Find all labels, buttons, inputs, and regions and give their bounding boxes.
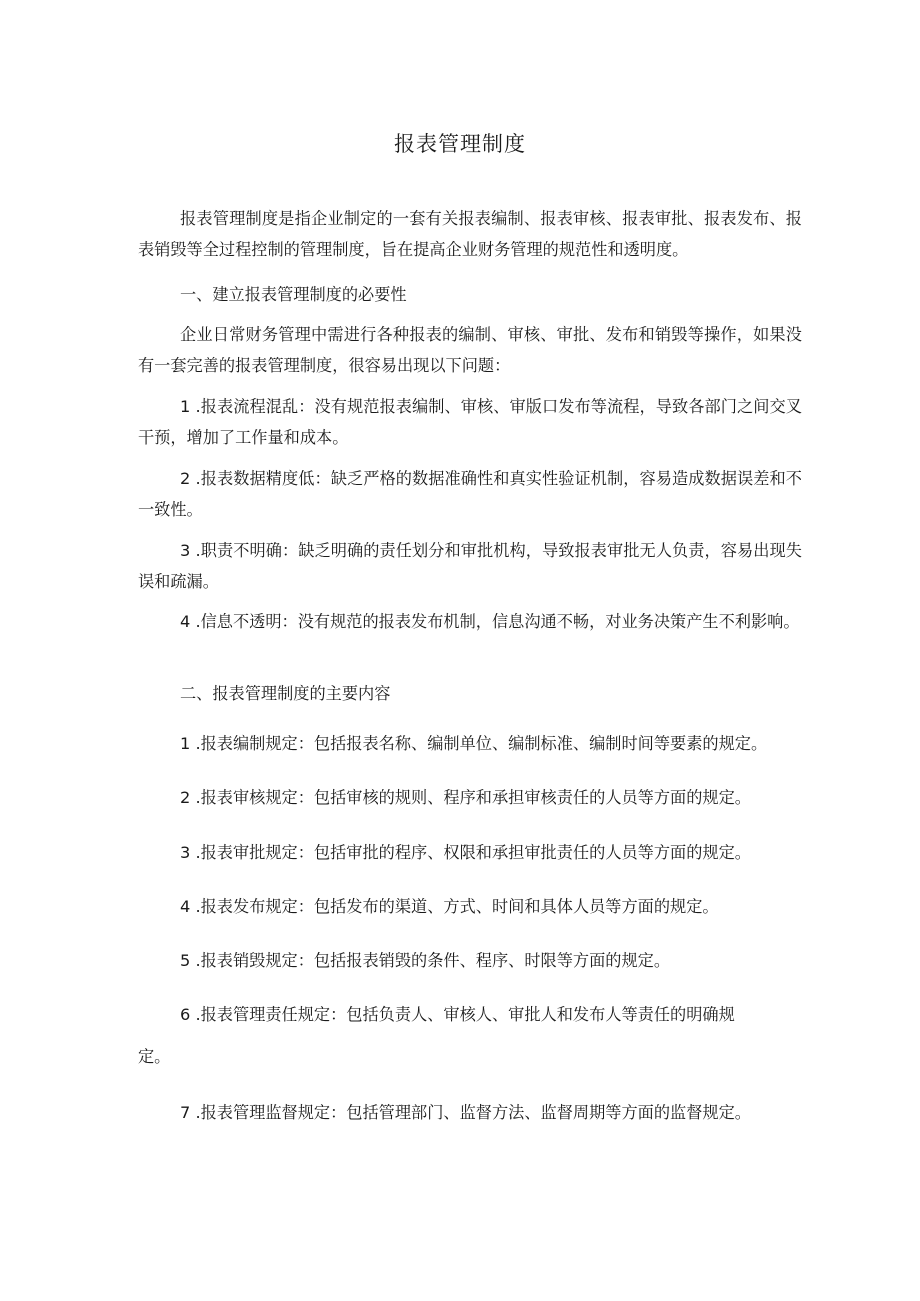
section1-item-4: 4 .信息不透明：没有规范的报表发布机制，信息沟通不畅，对业务决策产生不利影响。 — [180, 612, 800, 631]
section2-heading: 二、报表管理制度的主要内容 — [180, 684, 391, 703]
section2-item-5: 5 .报表销毁规定：包括报表销毁的条件、程序、时限等方面的规定。 — [180, 951, 671, 970]
section2-item-1: 1 .报表编制规定：包括报表名称、编制单位、编制标准、编制时间等要素的规定。 — [180, 734, 768, 753]
section2-item-3: 3 .报表审批规定：包括审批的程序、权限和承担审批责任的人员等方面的规定。 — [180, 843, 751, 862]
section2-item-2: 2 .报表审核规定：包括审核的规则、程序和承担审核责任的人员等方面的规定。 — [180, 788, 751, 807]
section2-item-7: 7 .报表管理监督规定：包括管理部门、监督方法、监督周期等方面的监督规定。 — [180, 1103, 751, 1122]
page-title: 报表管理制度 — [394, 132, 526, 156]
section1-body: 企业日常财务管理中需进行各种报表的编制、审核、审批、发布和销毁等操作，如果没有一套完善的报表管理制度，很容易出现以下问题： — [138, 325, 802, 375]
section2-item-6: 6 .报表管理责任规定：包括负责人、审核人、审批人和发布人等责任的明确规 — [180, 1005, 735, 1024]
section1-item-2: 2 .报表数据精度低：缺乏严格的数据准确性和真实性验证机制，容易造成数据误差和不一致性。 — [138, 469, 802, 519]
section2-item-4: 4 .报表发布规定：包括发布的渠道、方式、时间和具体人员等方面的规定。 — [180, 897, 719, 916]
section1-item-1: 1 .报表流程混乱：没有规范报表编制、审核、审版口发布等流程，导致各部门之间交叉干预，增加了工作量和成本。 — [138, 397, 802, 447]
section2-item-6-continuation: 定。 — [138, 1047, 171, 1066]
section1-heading: 一、建立报表管理制度的必要性 — [180, 285, 407, 304]
intro-paragraph: 报表管理制度是指企业制定的一套有关报表编制、报表审核、报表审批、报表发布、报表销毁等全过程控制的管理制度，旨在提高企业财务管理的规范性和透明度。 — [138, 209, 802, 259]
section1-item-3: 3 .职责不明确：缺乏明确的责任划分和审批机构，导致报表审批无人负责，容易出现失误和疏漏。 — [138, 541, 802, 591]
